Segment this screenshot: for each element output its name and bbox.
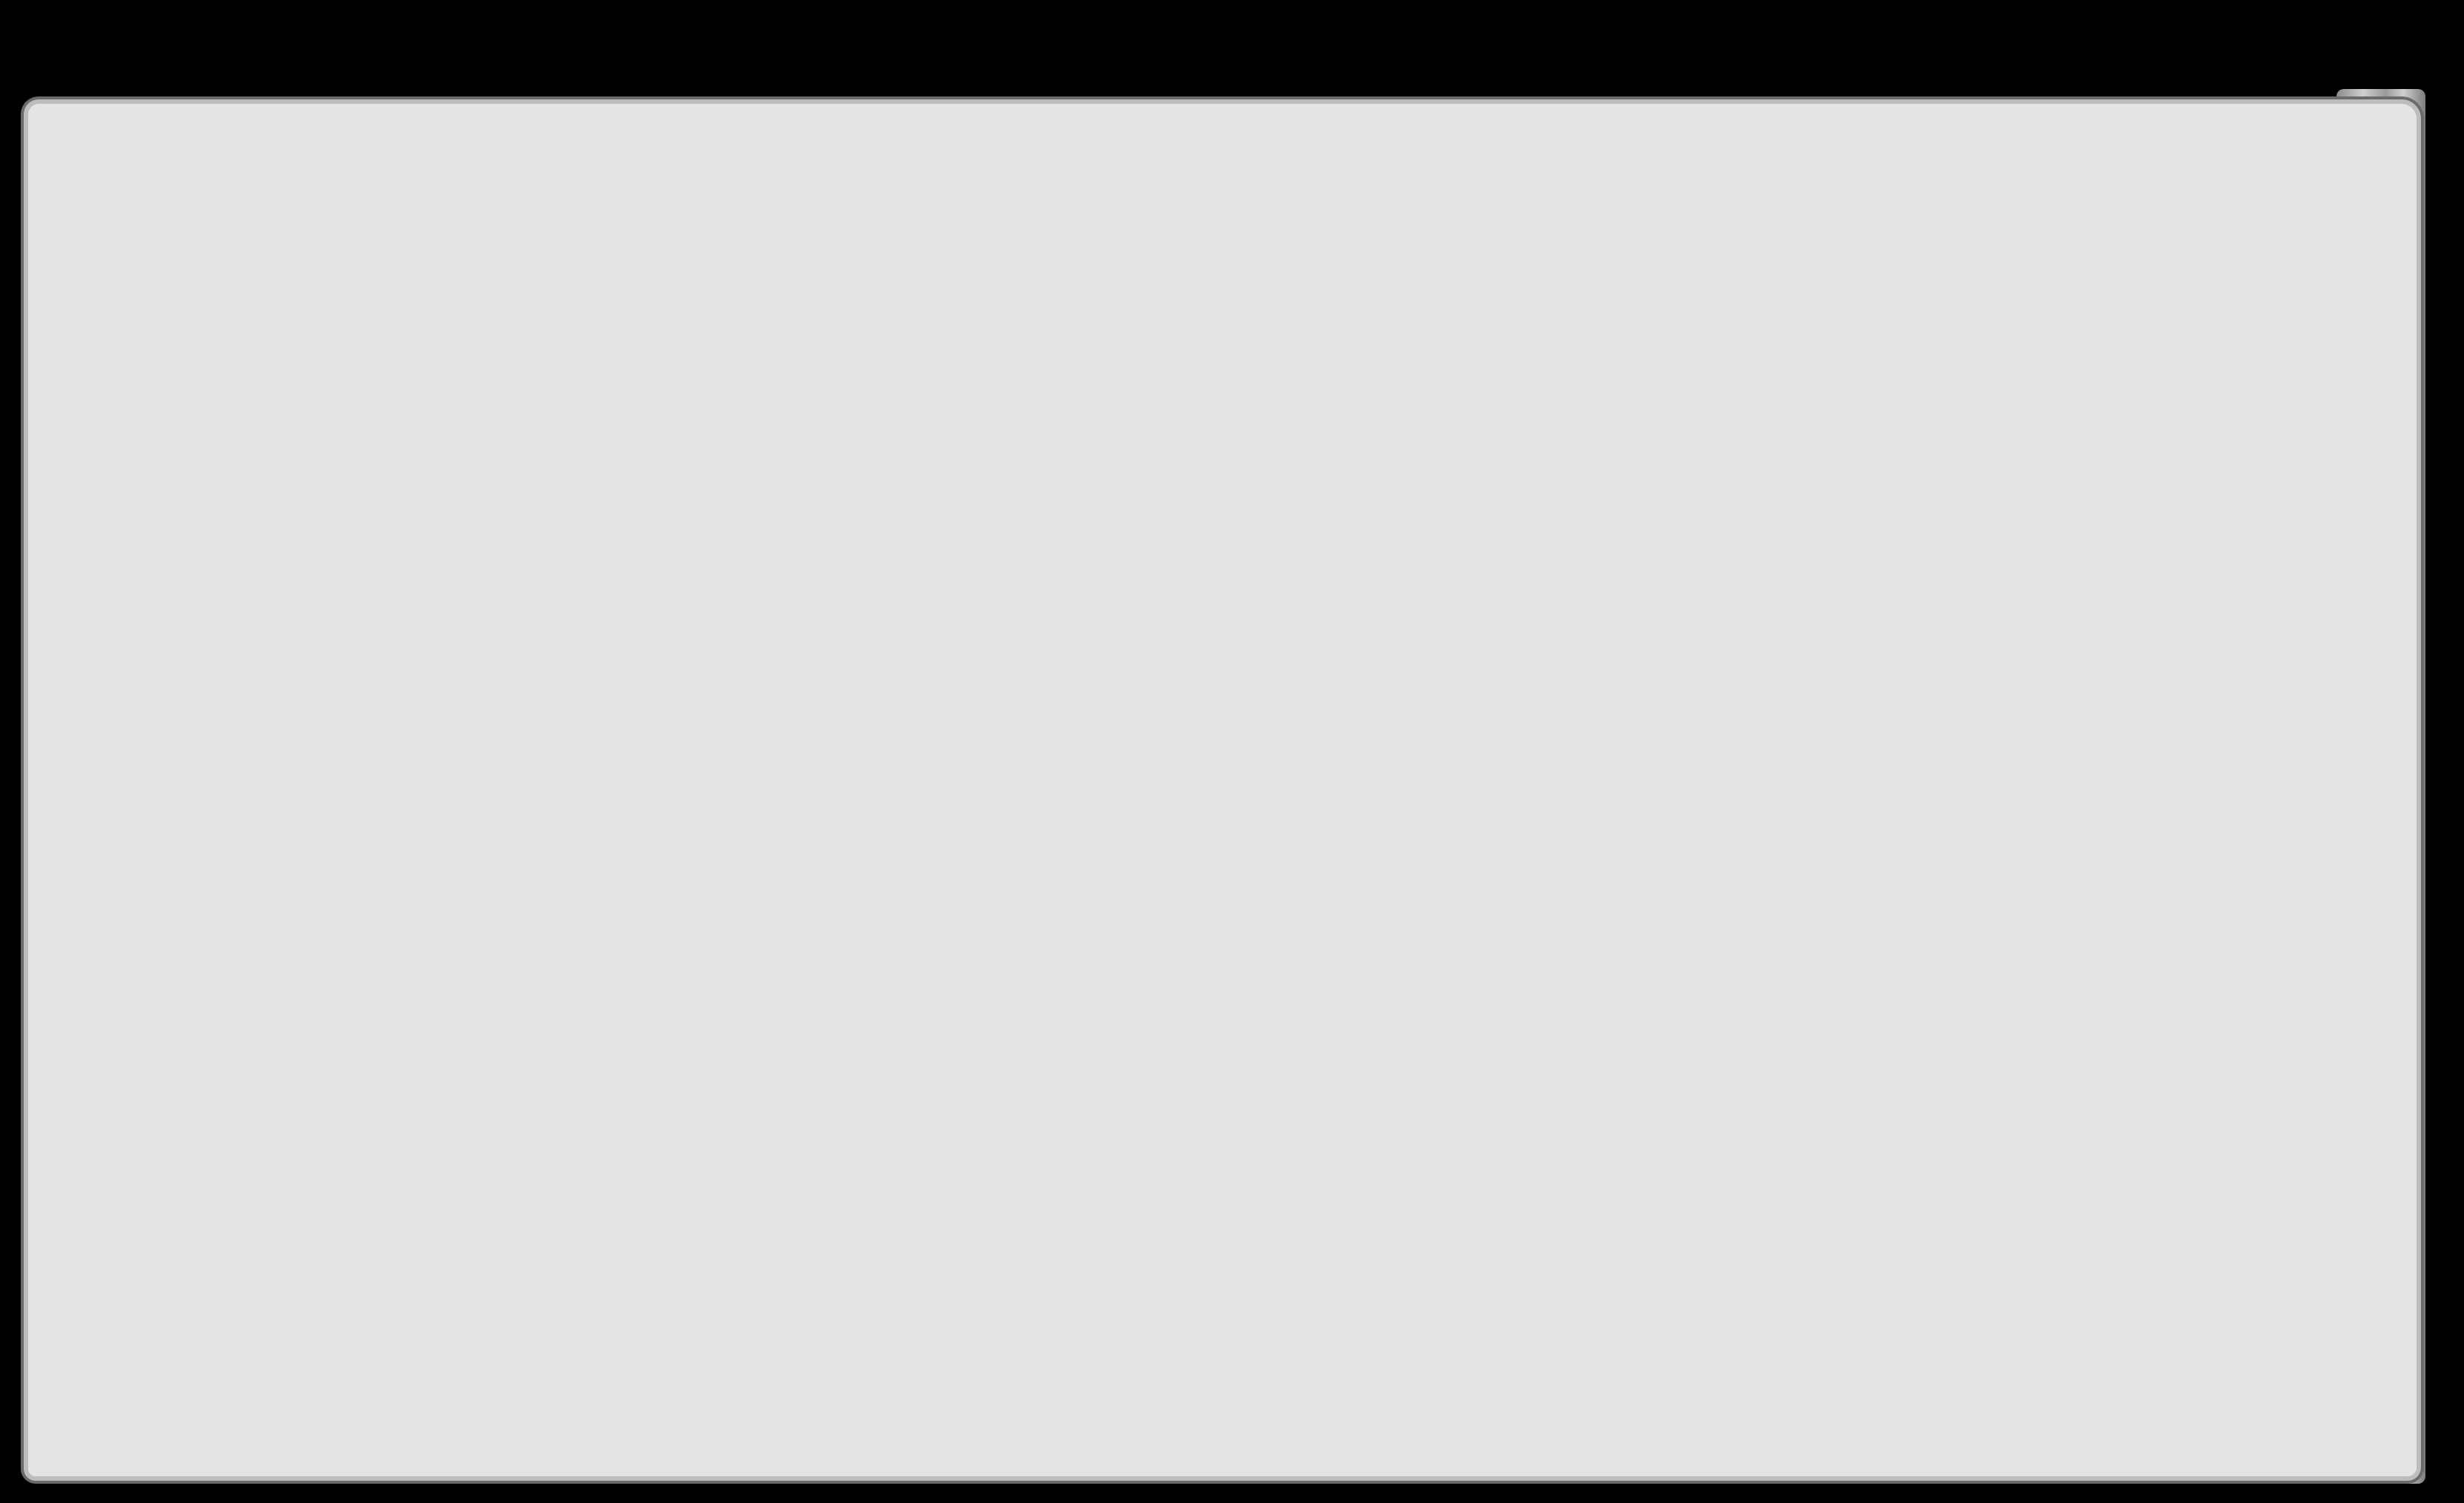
census-card-sheet bbox=[28, 104, 2417, 1476]
